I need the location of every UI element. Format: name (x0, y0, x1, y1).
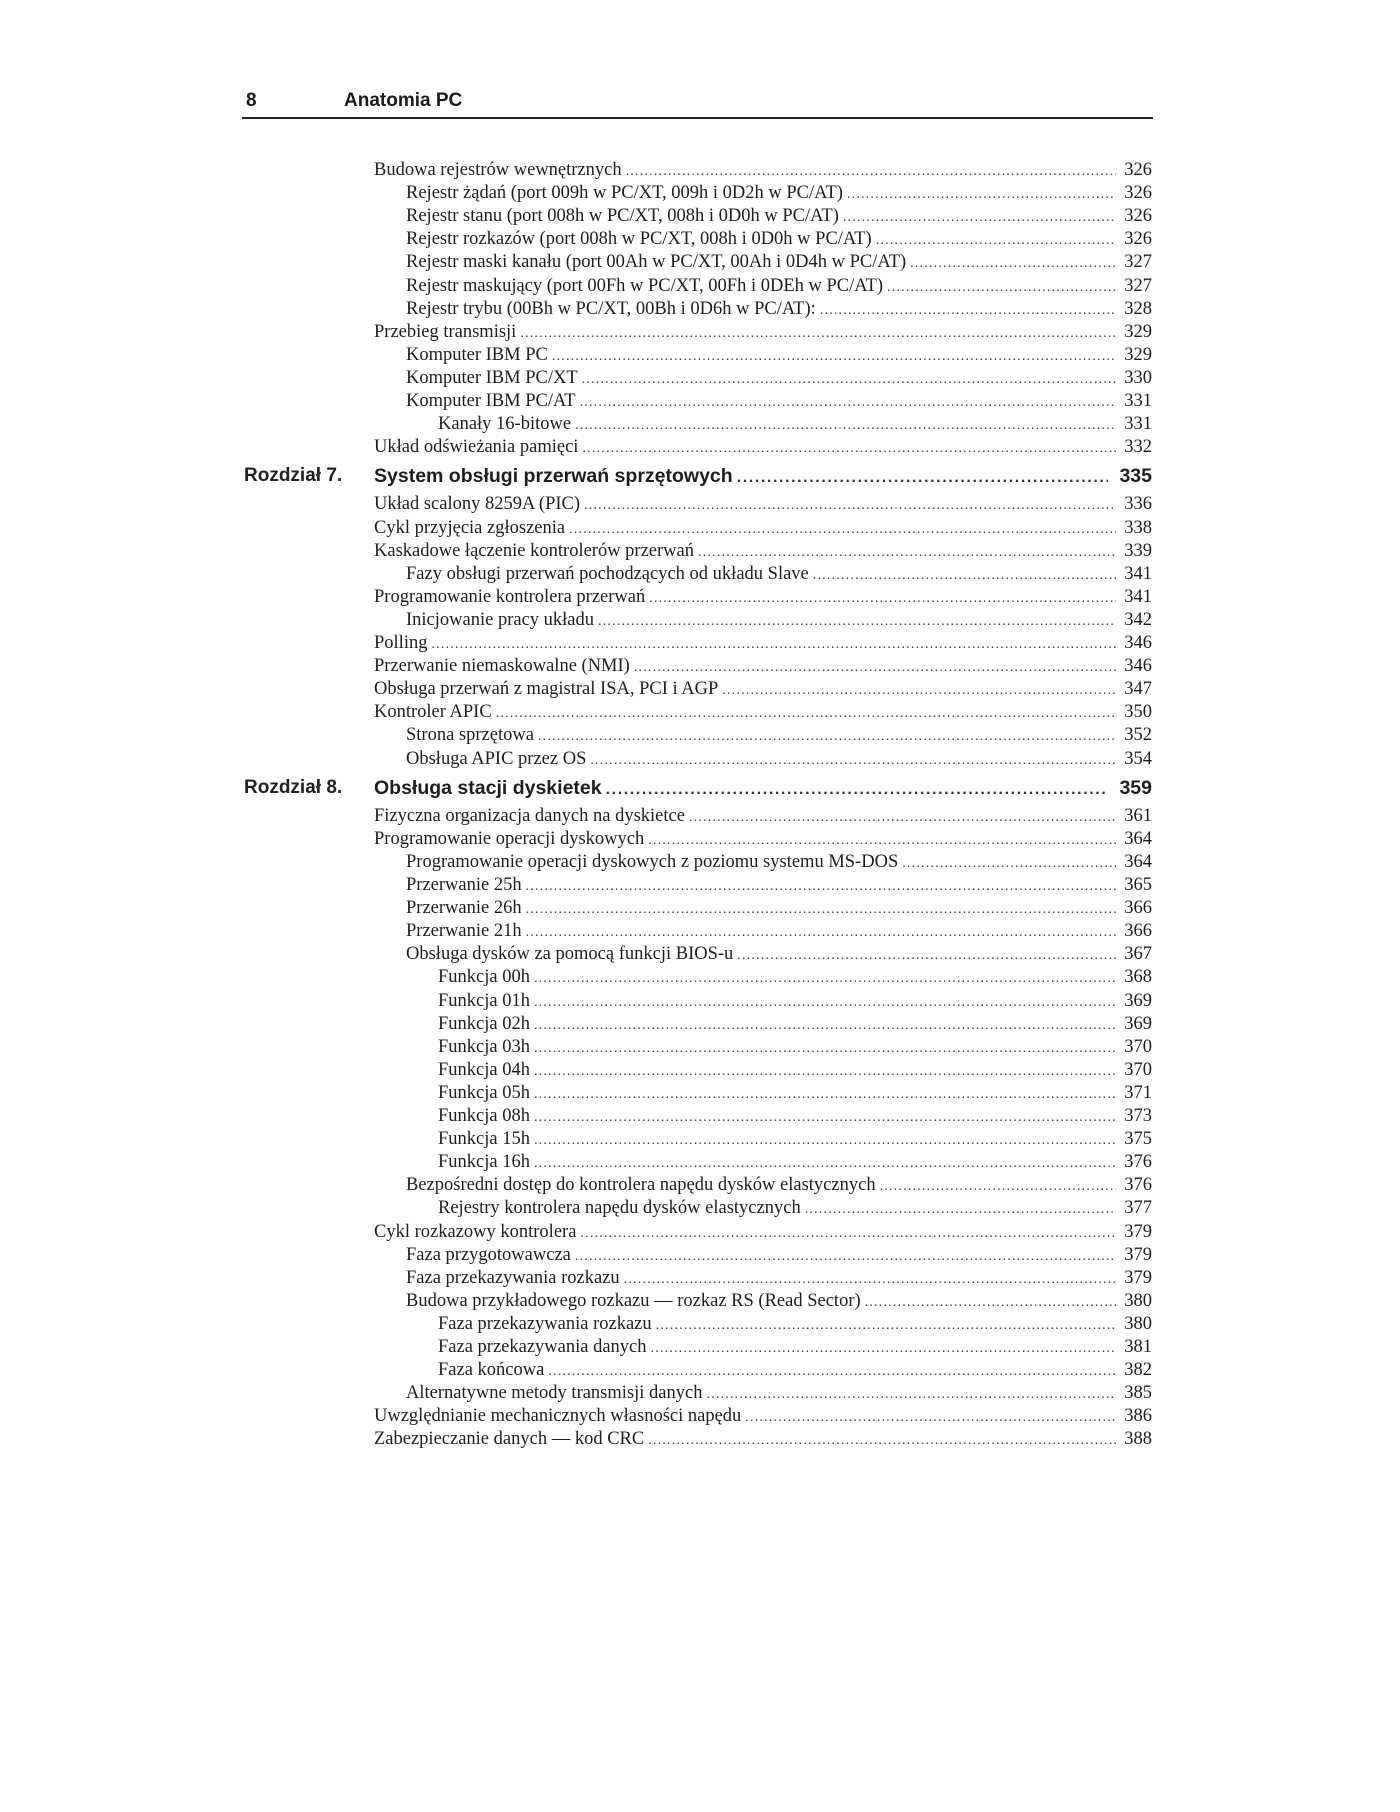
toc-entry-title: Budowa rejestrów wewnętrznych (374, 160, 622, 180)
toc-entry-title: Kaskadowe łączenie kontrolerów przerwań (374, 540, 695, 561)
toc-page-number: 326 (1124, 160, 1152, 180)
toc-page-number: 369 (1124, 990, 1152, 1011)
dot-leader (582, 442, 1116, 456)
toc-entry-title: Bezpośredni dostęp do kontrolera napędu dysków elastycznych (406, 1175, 876, 1196)
toc-entry (374, 679, 1152, 700)
toc-entry (374, 806, 1152, 827)
toc-entry-title: Rejestr maski kanału (port 00Ah w PC/XT, 00Ah i 0D4h w PC/AT) (406, 252, 907, 273)
dot-leader (813, 569, 1116, 583)
toc-row (0, 991, 1400, 1014)
toc-entry (438, 1083, 1152, 1104)
toc-entry (406, 1268, 1152, 1289)
toc-page-number: 371 (1124, 1082, 1152, 1103)
toc-page-number: 326 (1124, 183, 1152, 204)
toc-row (0, 1037, 1400, 1060)
dot-leader (526, 903, 1116, 917)
dot-leader (737, 949, 1116, 963)
toc-row (0, 183, 1400, 206)
dot-leader (534, 972, 1116, 986)
toc-row (0, 299, 1400, 322)
toc-page-number: 376 (1124, 1175, 1152, 1196)
toc-entry (438, 1337, 1152, 1358)
toc-row (0, 725, 1400, 748)
dot-leader (548, 1365, 1116, 1379)
toc-entry (406, 299, 1152, 320)
dot-leader (805, 1203, 1116, 1217)
toc-entry-title: Zabezpieczanie danych — kod CRC (374, 1429, 645, 1450)
dot-leader (538, 730, 1116, 744)
dot-leader (534, 996, 1116, 1010)
dot-leader (520, 327, 1116, 341)
toc-page-number: 368 (1124, 967, 1152, 988)
toc-entry-title: Uwzględnianie mechanicznych własności napędu (374, 1406, 742, 1427)
toc-row (0, 702, 1400, 725)
toc-entry (438, 1198, 1152, 1219)
toc-entry (438, 991, 1152, 1012)
toc-entry (374, 465, 1152, 488)
toc-entry-title: Programowanie operacji dyskowych z poziomu systemu MS-DOS (406, 851, 899, 872)
toc-page-number: 385 (1124, 1383, 1152, 1404)
toc-entry (406, 368, 1152, 389)
dot-leader (843, 211, 1116, 225)
toc-entry (374, 1222, 1152, 1243)
toc-row (0, 806, 1400, 829)
dot-leader (624, 1273, 1116, 1287)
toc-row (0, 1406, 1400, 1429)
toc-row (0, 414, 1400, 437)
toc-entry-title: Fizyczna organizacja danych na dyskietce (374, 805, 685, 826)
book-title: Anatomia PC (344, 90, 463, 111)
toc-entry (374, 633, 1152, 654)
toc-page-number: 329 (1124, 321, 1152, 342)
toc-entry (406, 391, 1152, 412)
toc-page-number: 338 (1124, 517, 1152, 538)
toc-page-number: 380 (1124, 1313, 1152, 1334)
dot-leader (526, 880, 1116, 894)
toc-row (0, 322, 1400, 345)
toc-entry (438, 1314, 1152, 1335)
dot-leader (634, 661, 1116, 675)
toc-row (0, 944, 1400, 967)
dot-leader (534, 1088, 1116, 1102)
toc-entry-title: Faza przekazywania danych (438, 1337, 647, 1357)
toc-page-number: 346 (1124, 633, 1152, 653)
dot-leader (590, 754, 1116, 768)
toc-row (0, 345, 1400, 368)
toc-row (0, 1314, 1400, 1337)
toc-page-number: 327 (1124, 275, 1152, 296)
toc-page-number: 364 (1124, 828, 1152, 849)
dot-leader (887, 281, 1116, 295)
toc-page-number: 331 (1124, 414, 1152, 435)
toc-entry-title: Komputer IBM PC/AT (406, 391, 576, 411)
dot-leader (648, 1434, 1116, 1448)
dot-leader (526, 926, 1116, 940)
toc-entry (374, 518, 1152, 539)
toc-page-number: 375 (1124, 1129, 1152, 1150)
toc-entry (406, 921, 1152, 942)
toc-page-number: 364 (1124, 851, 1152, 872)
toc-page-number: 352 (1124, 725, 1152, 746)
toc-entry-title: Faza przekazywania rozkazu (406, 1267, 620, 1288)
toc-page-number: 379 (1124, 1221, 1152, 1242)
toc-entry-title: Układ scalony 8259A (PIC) (374, 494, 581, 515)
toc-entry-title: Przerwanie 26h (406, 898, 522, 919)
toc-entry-title: Rejestr trybu (00Bh w PC/XT, 00Bh i 0D6h w PC/AT): (406, 298, 816, 319)
toc-entry-title: Funkcja 04h (438, 1059, 530, 1080)
toc-entry (406, 276, 1152, 297)
toc-entry-title: Przerwanie niemaskowalne (NMI) (374, 656, 630, 677)
toc-page-number: 369 (1124, 1013, 1152, 1034)
dot-leader (626, 165, 1116, 179)
toc-entry (374, 702, 1152, 723)
toc-entry-title: Rejestr stanu (port 008h w PC/XT, 008h i 0D0h w PC/AT) (406, 206, 839, 227)
toc-entry (374, 1406, 1152, 1427)
toc-row (0, 1222, 1400, 1245)
toc-entry-title: Funkcja 08h (438, 1106, 530, 1126)
toc-entry (374, 541, 1152, 562)
page-number: 8 (246, 90, 257, 111)
dot-leader (582, 373, 1116, 387)
toc-page-number: 327 (1124, 252, 1152, 273)
toc-row (0, 206, 1400, 229)
toc-entry-title: Przebieg transmisji (374, 321, 517, 342)
toc-row (0, 587, 1400, 610)
toc-entry-title: Funkcja 05h (438, 1082, 530, 1103)
toc-page-number: 366 (1124, 921, 1152, 942)
dot-leader (865, 1296, 1116, 1310)
toc-entry (406, 1175, 1152, 1196)
toc-page-number: 379 (1124, 1244, 1152, 1265)
toc-row (0, 1175, 1400, 1198)
dot-leader (496, 707, 1116, 721)
toc-row (0, 656, 1400, 679)
toc-page-number: 367 (1124, 944, 1152, 965)
toc-entry-title: Funkcja 02h (438, 1013, 530, 1034)
toc-row (0, 1429, 1400, 1452)
toc-page-number: 380 (1124, 1290, 1152, 1311)
toc-row (0, 1291, 1400, 1314)
toc-page-number: 354 (1124, 748, 1152, 769)
toc-page-number: 335 (1119, 465, 1152, 488)
toc-entry (406, 1245, 1152, 1266)
toc-entry (374, 322, 1152, 343)
toc-entry (406, 875, 1152, 896)
chapter-title: System obsługi przerwań sprzętowych (374, 465, 733, 488)
toc-entry (438, 1037, 1152, 1058)
toc-entry-title: Obsługa przerwań z magistral ISA, PCI i AGP (374, 679, 719, 700)
toc-entry-title: Komputer IBM PC (406, 344, 548, 365)
toc-page-number: 341 (1124, 586, 1152, 607)
dot-leader (534, 1019, 1116, 1033)
dot-leader (580, 1227, 1116, 1241)
toc-entry (438, 967, 1152, 988)
dot-leader (880, 1180, 1116, 1194)
toc-entry (406, 564, 1152, 585)
toc-entry-title: Faza końcowa (438, 1360, 545, 1381)
toc-entry-title: Układ odświeżania pamięci (374, 437, 579, 458)
toc-entry-title: Strona sprzętowa (406, 725, 534, 746)
toc-entry (406, 852, 1152, 873)
toc-row (0, 541, 1400, 564)
toc-row (0, 564, 1400, 587)
toc-row (0, 967, 1400, 990)
toc-row (0, 1014, 1400, 1037)
toc-page-number: 330 (1124, 367, 1152, 388)
toc-row (0, 1152, 1400, 1175)
toc-entry (406, 206, 1152, 227)
toc-entry-title: Programowanie operacji dyskowych (374, 828, 645, 849)
toc-entry (438, 1360, 1152, 1381)
toc-entry (438, 1014, 1152, 1035)
toc-entry-title: Funkcja 15h (438, 1129, 530, 1150)
toc-page-number: 365 (1124, 875, 1152, 895)
toc-page-number: 326 (1124, 229, 1152, 250)
toc-entry (406, 944, 1152, 965)
toc-entry-title: Rejestry kontrolera napędu dysków elastycznych (438, 1198, 801, 1219)
dot-leader (656, 1319, 1116, 1333)
toc-page-number: 328 (1124, 298, 1152, 319)
toc-row (0, 252, 1400, 275)
toc-row (0, 1083, 1400, 1106)
dot-leader (649, 592, 1116, 606)
dot-leader (534, 1134, 1116, 1148)
toc-entry-title: Rejestr rozkazów (port 008h w PC/XT, 008h i 0D0h w PC/AT) (406, 229, 872, 250)
toc-entry-title: Obsługa APIC przez OS (406, 748, 587, 769)
toc-row (0, 494, 1400, 517)
toc-entry-title: Funkcja 16h (438, 1152, 530, 1173)
toc-entry (374, 494, 1152, 515)
dot-leader (820, 304, 1116, 318)
toc-page-number: 379 (1124, 1267, 1152, 1288)
toc-row (0, 852, 1400, 875)
toc-page-number: 366 (1124, 898, 1152, 919)
toc-row (0, 875, 1400, 898)
toc-entry-title: Fazy obsługi przerwań pochodzących od układu Slave (406, 563, 809, 584)
toc-page-number: 386 (1124, 1406, 1152, 1427)
toc-entry-title: Faza przygotowawcza (406, 1244, 571, 1265)
toc-row (0, 633, 1400, 656)
toc-entry (406, 725, 1152, 746)
toc-entry-title: Funkcja 00h (438, 967, 530, 988)
toc-chapter-row (0, 465, 1400, 488)
dot-leader (706, 1388, 1116, 1402)
dot-leader (910, 257, 1116, 271)
toc-page-number: 329 (1124, 344, 1152, 365)
dot-leader (575, 1250, 1116, 1264)
toc-entry-title: Kanały 16-bitowe (438, 414, 572, 435)
toc-page-number: 336 (1124, 494, 1152, 515)
chapter-number: Rozdział 7. (244, 465, 343, 487)
dot-leader (648, 834, 1116, 848)
running-header (242, 90, 1153, 118)
toc-page-number: 359 (1119, 776, 1152, 799)
toc-page-number: 361 (1124, 805, 1152, 826)
toc-entry (406, 229, 1152, 250)
dot-leader (847, 188, 1116, 202)
toc-row (0, 1129, 1400, 1152)
dot-leader (598, 615, 1116, 629)
toc-page-number: 342 (1124, 609, 1152, 630)
toc-entry-title: Polling (374, 633, 428, 653)
toc-page-number: 377 (1124, 1198, 1152, 1219)
toc-entry (374, 829, 1152, 850)
header-rule (242, 117, 1153, 119)
dot-leader (745, 1411, 1116, 1425)
toc-entry (406, 610, 1152, 631)
toc-entry (374, 437, 1152, 458)
toc-page-number: 381 (1124, 1337, 1152, 1357)
dot-leader (698, 546, 1116, 560)
toc-page-number: 332 (1124, 437, 1152, 458)
toc-entry (374, 587, 1152, 608)
toc-row (0, 368, 1400, 391)
dot-leader (569, 523, 1116, 537)
toc-entry-title: Przerwanie 25h (406, 875, 522, 895)
dot-leader (584, 499, 1116, 513)
toc-entry (438, 1060, 1152, 1081)
toc-row (0, 160, 1400, 183)
toc-row (0, 1198, 1400, 1221)
toc-entry-title: Komputer IBM PC/XT (406, 367, 578, 388)
toc-entry (406, 183, 1152, 204)
toc-entry-title: Faza przekazywania rozkazu (438, 1313, 652, 1334)
toc-row (0, 921, 1400, 944)
toc-page-number: 350 (1124, 702, 1152, 723)
toc-row (0, 518, 1400, 541)
toc-entry (374, 1429, 1152, 1450)
toc-row (0, 1106, 1400, 1129)
toc-entry-title: Funkcja 01h (438, 990, 530, 1011)
toc-row (0, 1337, 1400, 1360)
toc-chapter-row (0, 777, 1400, 800)
dot-leader (689, 811, 1116, 825)
toc-entry (438, 1106, 1152, 1127)
toc-entry (374, 160, 1152, 181)
toc-row (0, 437, 1400, 460)
toc-page-number: 370 (1124, 1036, 1152, 1057)
toc-row (0, 229, 1400, 252)
toc-entry-title: Alternatywne metody transmisji danych (406, 1383, 703, 1404)
toc-row (0, 1245, 1400, 1268)
toc-entry-title: Rejestr maskujący (port 00Fh w PC/XT, 00Fh i 0DEh w PC/AT) (406, 275, 884, 296)
dot-leader (902, 857, 1116, 871)
toc-entry-title: Kontroler APIC (374, 702, 492, 723)
toc-entry (406, 252, 1152, 273)
toc-entry (406, 1383, 1152, 1404)
toc-row (0, 1060, 1400, 1083)
chapter-title: Obsługa stacji dyskietek (374, 776, 602, 799)
dot-leader (534, 1111, 1116, 1125)
toc-page-number: 373 (1124, 1106, 1152, 1126)
toc-page-number: 347 (1124, 679, 1152, 700)
toc-entry-title: Cykl rozkazowy kontrolera (374, 1221, 577, 1242)
toc-page-number: 331 (1124, 391, 1152, 411)
toc-page-number: 326 (1124, 206, 1152, 227)
dot-leader (552, 350, 1116, 364)
dot-leader (580, 396, 1116, 410)
toc-row (0, 829, 1400, 852)
toc-entry-title: Inicjowanie pracy układu (406, 609, 595, 630)
toc-page-number: 388 (1124, 1429, 1152, 1450)
dot-leader (534, 1042, 1116, 1056)
toc-row (0, 276, 1400, 299)
toc-row (0, 610, 1400, 633)
toc-row (0, 391, 1400, 414)
toc-page-number: 341 (1124, 563, 1152, 584)
toc-entry (406, 345, 1152, 366)
toc-page-number: 382 (1124, 1360, 1152, 1381)
toc-entry-title: Obsługa dysków za pomocą funkcji BIOS-u (406, 944, 734, 965)
toc-page-number: 339 (1124, 540, 1152, 561)
dot-leader (876, 234, 1116, 248)
toc-row (0, 679, 1400, 702)
toc-entry-title: Programowanie kontrolera przerwań (374, 586, 646, 607)
dot-leader (534, 1157, 1116, 1171)
dot-leader (737, 470, 1108, 486)
toc-entry (374, 656, 1152, 677)
toc-page-number: 370 (1124, 1059, 1152, 1080)
toc-entry-title: Funkcja 03h (438, 1036, 530, 1057)
chapter-number: Rozdział 8. (244, 776, 343, 798)
dot-leader (722, 684, 1116, 698)
dot-leader (651, 1342, 1116, 1356)
toc-entry (438, 1129, 1152, 1150)
toc-row (0, 1360, 1400, 1383)
toc-entry (406, 1291, 1152, 1312)
toc-entry-title: Cykl przyjęcia zgłoszenia (374, 517, 566, 538)
toc-entry-title: Rejestr żądań (port 009h w PC/XT, 009h i 0D2h w PC/AT) (406, 183, 843, 204)
toc-row (0, 1268, 1400, 1291)
toc-entry (374, 777, 1152, 800)
dot-leader (606, 782, 1108, 798)
toc-row (0, 1383, 1400, 1406)
toc-row (0, 898, 1400, 921)
toc-entry-title: Budowa przykładowego rozkazu — rozkaz RS (Read Sector) (406, 1290, 861, 1311)
toc-entry-title: Przerwanie 21h (406, 921, 522, 942)
toc-entry (438, 414, 1152, 435)
toc-entry (406, 749, 1152, 770)
dot-leader (431, 638, 1116, 652)
toc-page-number: 346 (1124, 656, 1152, 677)
toc-row (0, 749, 1400, 772)
dot-leader (575, 419, 1116, 433)
dot-leader (534, 1065, 1116, 1079)
toc-page-number: 376 (1124, 1152, 1152, 1173)
toc-entry (438, 1152, 1152, 1173)
toc-entry (406, 898, 1152, 919)
